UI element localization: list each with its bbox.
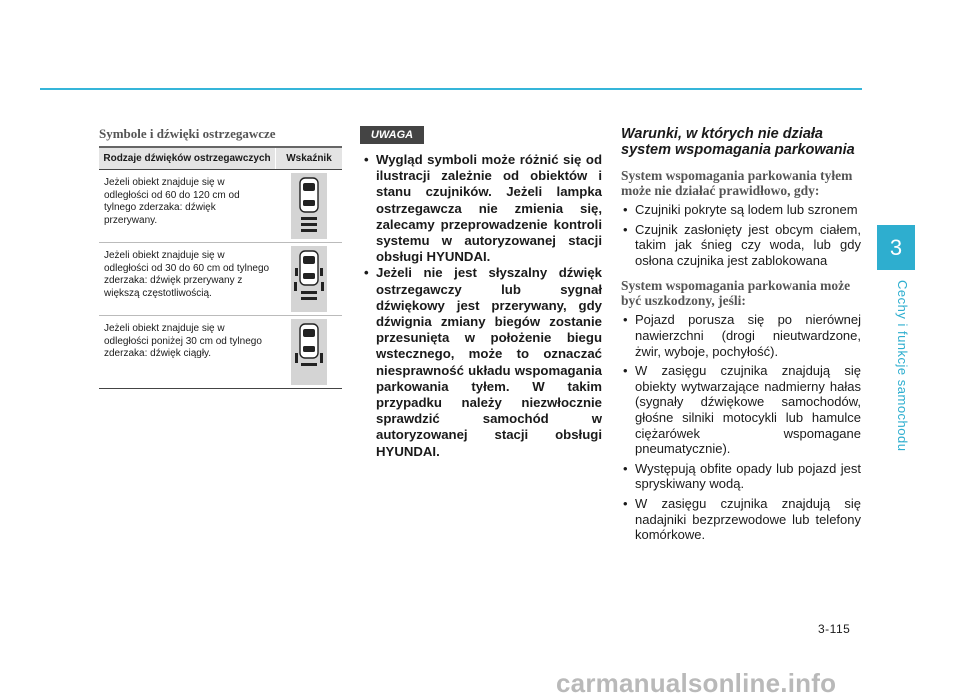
chapter-title: Cechy i funkcje samochodu bbox=[895, 280, 910, 452]
list-item: • Czujnik zasłonięty jest obcym ciałem, takim jak śnieg czy woda, lub gdy osłona czujnika jest zablokowana bbox=[621, 222, 861, 269]
caution-item: • Jeżeli nie jest słyszalny dźwięk ostrzegawczy lub sygnał dźwiękowy jest przerywany, gdy dźwignia zmiany biegów zostanie przesunięta w położenie biegu wstecznego, może to oznaczać niesprawność układu wspomagania parkowania tyłem. W takim przypadku należy niezwłocznie sprawdzić samochód w autoryzowanej stacji obsługi HYUNDAI. bbox=[362, 265, 602, 459]
table-header-indicator: Wskaźnik bbox=[276, 147, 343, 170]
signals-table bbox=[99, 146, 342, 389]
watermark: carmanualsonline.info bbox=[556, 668, 837, 698]
page-number: 3-115 bbox=[818, 622, 851, 636]
table-row bbox=[99, 243, 342, 316]
list-item: • Pojazd porusza się po nierównej nawierzchni (drogi nieutwardzone, żwir, wyboje, pochyłość). bbox=[621, 312, 861, 359]
caution-list bbox=[362, 152, 602, 460]
signals-title: Symbole i dźwięki ostrzegawcze bbox=[99, 126, 276, 141]
rear-sensor-near-icon bbox=[291, 319, 327, 385]
rear-sensor-far-icon bbox=[291, 173, 327, 239]
list-item: • W zasięgu czujnika znajdują się nadajniki bezprzewodowe lub telefony komórkowe. bbox=[621, 496, 861, 543]
conditions-heading: Warunki, w których nie działa system wspomagania parkowania bbox=[621, 126, 855, 158]
list-item: • Występują obfite opady lub pojazd jest spryskiwany wodą. bbox=[621, 461, 861, 492]
list-item: • Czujniki pokryte są lodem lub szronem bbox=[621, 202, 861, 218]
table-row bbox=[99, 170, 342, 243]
row-description: Jeżeli obiekt znajduje się w odległości od 60 do 120 cm od tylnego zderzaka: dźwięk przerywany. bbox=[99, 170, 276, 243]
chapter-tab: 3 bbox=[877, 225, 915, 270]
conditions-section bbox=[621, 126, 861, 547]
table-header-sound: Rodzaje dźwięków ostrzegawczych bbox=[99, 147, 276, 170]
row-description: Jeżeli obiekt znajduje się w odległości poniżej 30 cm od tylnego zderzaka: dźwięk ciągły. bbox=[99, 316, 276, 389]
rear-sensor-mid-icon bbox=[291, 246, 327, 312]
section-subheading: System wspomagania parkowania może być uszkodzony, jeśli: bbox=[621, 278, 851, 309]
caution-item: • Wygląd symboli może różnić się od ilustracji zależnie od obiektów i stanu czujników. Jeżeli lampka ostrzegawcza nie zmienia się, zalecamy przeprowadzenie kontroli systemu w autoryzowanej stacji obsługi HYUNDAI. bbox=[362, 152, 602, 265]
header-rule bbox=[40, 88, 862, 90]
section-subheading: System wspomagania parkowania tyłem może nie działać prawidłowo, gdy: bbox=[621, 168, 853, 198]
table-header-row bbox=[99, 147, 342, 170]
row-description: Jeżeli obiekt znajduje się w odległości od 30 do 60 cm od tylnego zderzaka: dźwięk przerywany z większą częstotliwością. bbox=[99, 243, 276, 316]
caution-badge: UWAGA bbox=[360, 126, 424, 144]
table-row bbox=[99, 316, 342, 389]
list-item: • W zasięgu czujnika znajdują się obiekty wytwarzające nadmierny hałas (sygnały dźwiękowe samochodów, głośne silniki motocykli lub hamulce ciężarówek wspomagane pneumatycznie). bbox=[621, 363, 861, 457]
